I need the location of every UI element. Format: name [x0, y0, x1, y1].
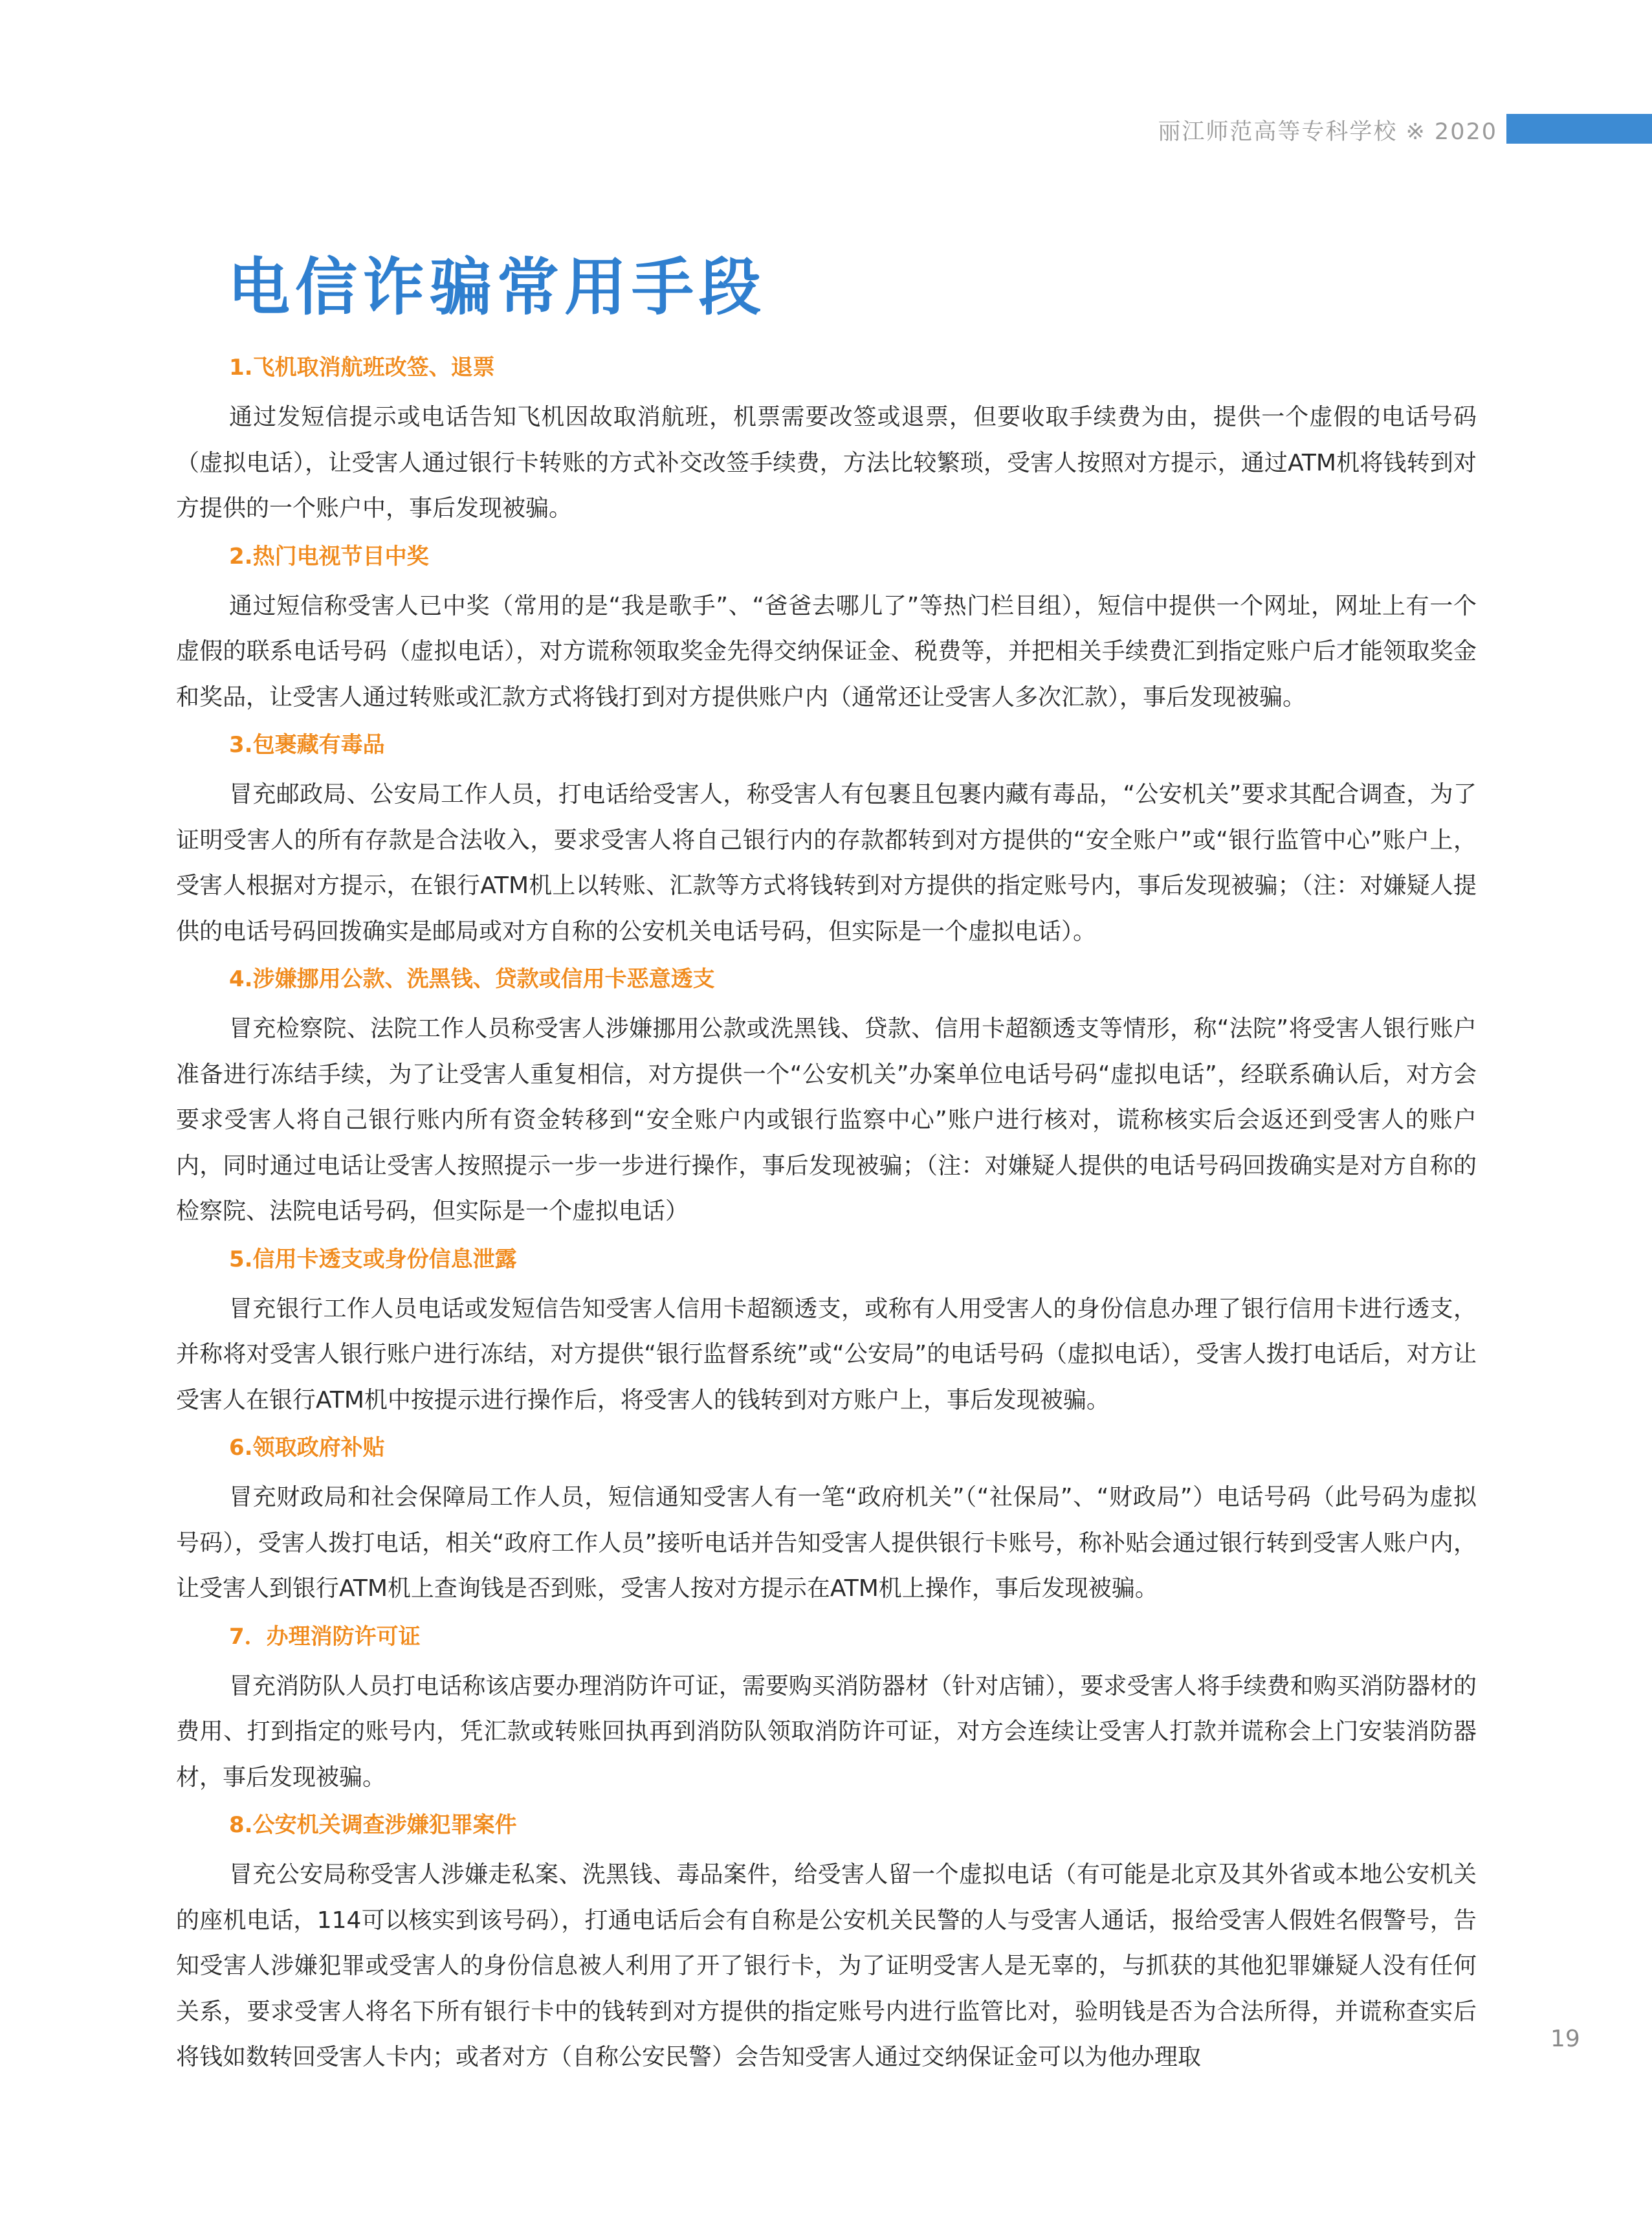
section-3	[176, 727, 1477, 955]
section-5	[176, 1241, 1477, 1424]
section-8	[176, 1807, 1477, 2081]
section-4	[176, 961, 1477, 1235]
section-heading: 2.热门电视节目中奖	[229, 543, 429, 570]
header-text: 丽江师范高等专科学校 ※ 2020	[1158, 119, 1497, 145]
section-heading: 5.信用卡透支或身份信息泄露	[229, 1246, 517, 1272]
section-paragraph: 冒充公安局称受害人涉嫌走私案、洗黑钱、毒品案件，给受害人留一个虚拟电话（有可能是北京及其外省或本地公安机关的座机电话，114可以核实到该号码），打通电话后会有自称是公安机关民警的人与受害人通话，报给受害人假姓名假警号，告知受害人涉嫌犯罪或受害人的身份信息被人利用了开了银行卡，为了证明受害人是无辜的，与抓获的其他犯罪嫌疑人没有任何关系，要求受害人将名下所有银行卡中的钱转到对方提供的指定账号内进行监管比对，验明钱是否为合法所得，并谎称查实后将钱如数转回受害人卡内；或者对方（自称公安民警）会告知受害人通过交纳保证金可以为他办理取	[176, 1861, 1477, 2070]
section-paragraph: 冒充财政局和社会保障局工作人员，短信通知受害人有一笔“政府机关”（“社保局”、“财政局”）电话号码（此号码为虚拟号码），受害人拨打电话，相关“政府工作人员”接听电话并告知受害人提供银行卡账号，称补贴会通过银行转到受害人账户内，让受害人到银行ATM机上查询钱是否到账，受害人按对方提示在ATM机上操作，事后发现被骗。	[176, 1484, 1477, 1602]
section-heading: 6.领取政府补贴	[229, 1435, 385, 1461]
section-paragraph: 冒充检察院、法院工作人员称受害人涉嫌挪用公款或洗黑钱、贷款、信用卡超额透支等情形，称“法院”将受害人银行账户准备进行冻结手续，为了让受害人重复相信，对方提供一个“公安机关”办案单位电话号码“虚拟电话”，经联系确认后，对方会要求受害人将自己银行账内所有资金转移到“安全账户内或银行监察中心”账户进行核对，谎称核实后会返还到受害人的账户内，同时通过电话让受害人按照提示一步一步进行操作，事后发现被骗；（注：对嫌疑人提供的电话号码回拨确实是对方自称的检察院、法院电话号码，但实际是一个虚拟电话）	[176, 1015, 1477, 1224]
section-heading: 8.公安机关调查涉嫌犯罪案件	[229, 1812, 517, 1838]
section-heading: 3.包裹藏有毒品	[229, 732, 385, 758]
section-paragraph: 通过发短信提示或电话告知飞机因故取消航班，机票需要改签或退票，但要收取手续费为由，提供一个虚假的电话号码（虚拟电话），让受害人通过银行卡转账的方式补交改签手续费，方法比较繁琐，受害人按照对方提示，通过ATM机将钱转到对方提供的一个账户中，事后发现被骗。	[176, 404, 1477, 522]
article-body	[176, 343, 1477, 2086]
section-paragraph: 冒充消防队人员打电话称该店要办理消防许可证，需要购买消防器材（针对店铺），要求受害人将手续费和购买消防器材的费用、打到指定的账号内，凭汇款或转账回执再到消防队领取消防许可证，对方会连续让受害人打款并谎称会上门安装消防器材，事后发现被骗。	[176, 1672, 1477, 1791]
section-paragraph: 冒充邮政局、公安局工作人员，打电话给受害人，称受害人有包裹且包裹内藏有毒品，“公安机关”要求其配合调查，为了证明受害人的所有存款是合法收入，要求受害人将自己银行内的存款都转到对方提供的“安全账户”或“银行监管中心”账户上，受害人根据对方提示，在银行ATM机上以转账、汇款等方式将钱转到对方提供的指定账号内，事后发现被骗；（注：对嫌疑人提供的电话号码回拨确实是邮局或对方自称的公安机关电话号码，但实际是一个虚拟电话）。	[176, 781, 1477, 945]
page-title: 电信诈骗常用手段	[228, 251, 766, 324]
section-heading: 7．办理消防许可证	[229, 1623, 421, 1650]
section-1	[176, 349, 1477, 532]
section-paragraph: 通过短信称受害人已中奖（常用的是“我是歌手”、“爸爸去哪儿了”等热门栏目组），短信中提供一个网址，网址上有一个虚假的联系电话号码（虚拟电话），对方谎称领取奖金先得交纳保证金、税费等，并把相关手续费汇到指定账户后才能领取奖金和奖品，让受害人通过转账或汇款方式将钱打到对方提供账户内（通常还让受害人多次汇款），事后发现被骗。	[176, 592, 1477, 711]
section-7	[176, 1619, 1477, 1801]
section-heading: 1.飞机取消航班改签、退票	[229, 355, 495, 381]
section-paragraph: 冒充银行工作人员电话或发短信告知受害人信用卡超额透支，或称有人用受害人的身份信息办理了银行信用卡进行透支，并称将对受害人银行账户进行冻结，对方提供“银行监督系统”或“公安局”的电话号码（虚拟电话），受害人拨打电话后，对方让受害人在银行ATM机中按提示进行操作后，将受害人的钱转到对方账户上，事后发现被骗。	[176, 1295, 1477, 1413]
header-accent-bar	[1506, 114, 1652, 144]
section-heading: 4.涉嫌挪用公款、洗黑钱、贷款或信用卡恶意透支	[229, 966, 715, 992]
section-6	[176, 1430, 1477, 1612]
section-2	[176, 538, 1477, 721]
page-number: 19	[1550, 2026, 1580, 2052]
